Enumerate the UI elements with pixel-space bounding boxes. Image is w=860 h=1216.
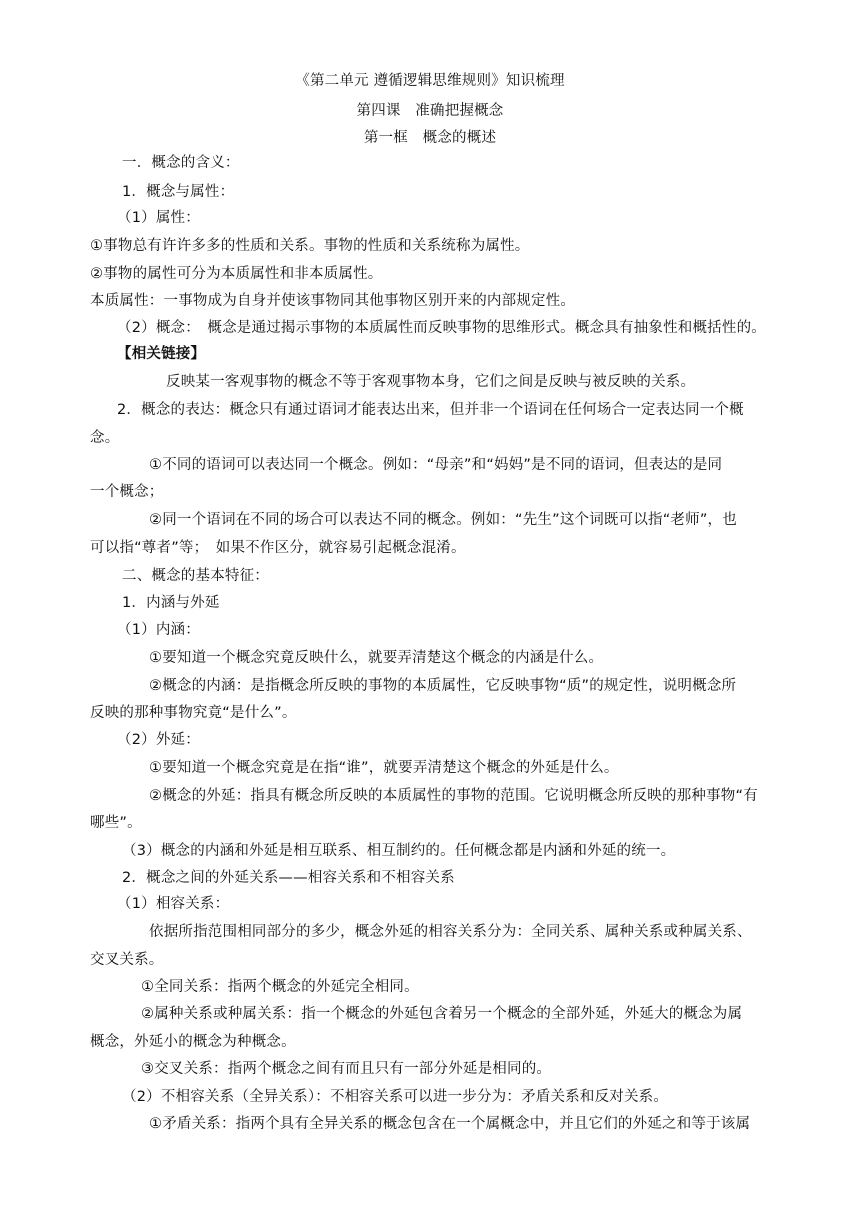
paragraph-line: ①矛盾关系：指两个具有全异关系的概念包含在一个属概念中，并且它们的外延之和等于该属 xyxy=(149,1116,751,1132)
heading-concept-meaning: 一．概念的含义： xyxy=(122,155,240,171)
paragraph-line: （2）概念： 概念是通过揭示事物的本质属性而反映事物的思维形式。概念具有抽象性和概括性的。 xyxy=(117,320,766,336)
paragraph-line: 交叉关系。 xyxy=(90,952,164,968)
paragraph-line: ②概念的外延：指具有概念所反映的本质属性的事物的范围。它说明概念所反映的那种事物“有 xyxy=(149,788,758,804)
paragraph-line: ①要知道一个概念究竟反映什么，就要弄清楚这个概念的内涵是什么。 xyxy=(149,650,604,666)
subheading-extension-relations: 2．概念之间的外延关系——相容关系和不相容关系 xyxy=(122,870,455,886)
section-title: 第一框 概念的概述 xyxy=(363,130,497,146)
item-incompatible: （2）不相容关系（全异关系）：不相容关系可以进一步分为：矛盾关系和反对关系。 xyxy=(122,1089,669,1105)
item-attribute: （1）属性： xyxy=(117,210,200,226)
paragraph-line: 概念，外延小的概念为种概念。 xyxy=(90,1034,296,1050)
heading-basic-features: 二、概念的基本特征： xyxy=(122,568,269,584)
paragraph-line: （3）概念的内涵和外延是相互联系、相互制约的。任何概念都是内涵和外延的统一。 xyxy=(122,843,676,859)
paragraph-line: 可以指“尊者”等； 如果不作区分，就容易引起概念混淆。 xyxy=(90,540,466,556)
subheading-concept-attribute: 1．概念与属性： xyxy=(122,184,235,200)
paragraph-line: ①事物总有许许多多的性质和关系。事物的性质和关系统称为属性。 xyxy=(90,238,530,254)
paragraph-line: 反映的那种事物究竟“是什么”。 xyxy=(90,705,297,721)
paragraph-line: ③交叉关系：指两个概念之间有而且只有一部分外延是相同的。 xyxy=(141,1061,552,1077)
lesson-title: 第四课 准确把握概念 xyxy=(356,103,504,119)
subheading-intension-extension: 1．内涵与外延 xyxy=(122,595,220,611)
document-title: 《第二单元 遵循逻辑思维规则》知识梳理 xyxy=(295,73,565,89)
paragraph-line: 2．概念的表达：概念只有通过语词才能表达出来，但并非一个语词在任何场合一定表达同一个概 xyxy=(117,402,744,418)
item-extension: （2）外延： xyxy=(117,732,200,748)
paragraph-line: 一个概念； xyxy=(90,484,164,500)
paragraph-line: ②同一个语词在不同的场合可以表达不同的概念。例如：“先生”这个词既可以指“老师”，也 xyxy=(149,512,737,528)
paragraph-line: 念。 xyxy=(90,430,120,446)
paragraph-line: ②概念的内涵：是指概念所反映的事物的本质属性，它反映事物“质”的规定性，说明概念所 xyxy=(149,678,737,694)
paragraph-line: 哪些”。 xyxy=(90,815,142,831)
item-compatible: （1）相容关系： xyxy=(117,896,230,912)
item-intension: （1）内涵： xyxy=(117,622,200,638)
paragraph-line: ②事物的属性可分为本质属性和非本质属性。 xyxy=(90,266,383,282)
related-link-heading: 【相关链接】 xyxy=(117,346,206,362)
paragraph-line: ①要知道一个概念究竟是在指“谁”，就要弄清楚这个概念的外延是什么。 xyxy=(149,760,619,776)
paragraph-line: 反映某一客观事物的概念不等于客观事物本身，它们之间是反映与被反映的关系。 xyxy=(166,374,696,390)
paragraph-line: ②属种关系或种属关系：指一个概念的外延包含着另一个概念的全部外延，外延大的概念为属 xyxy=(141,1006,743,1022)
paragraph-line: ①不同的语词可以表达同一个概念。例如：“母亲”和“妈妈”是不同的语词，但表达的是同 xyxy=(149,457,723,473)
paragraph-line: 本质属性：一事物成为自身并使该事物同其他事物区别开来的内部规定性。 xyxy=(90,293,576,309)
paragraph-line: ①全同关系：指两个概念的外延完全相同。 xyxy=(141,979,419,995)
paragraph-line: 依据所指范围相同部分的多少，概念外延的相容关系分为：全同关系、属种关系或种属关系、 xyxy=(149,924,752,940)
